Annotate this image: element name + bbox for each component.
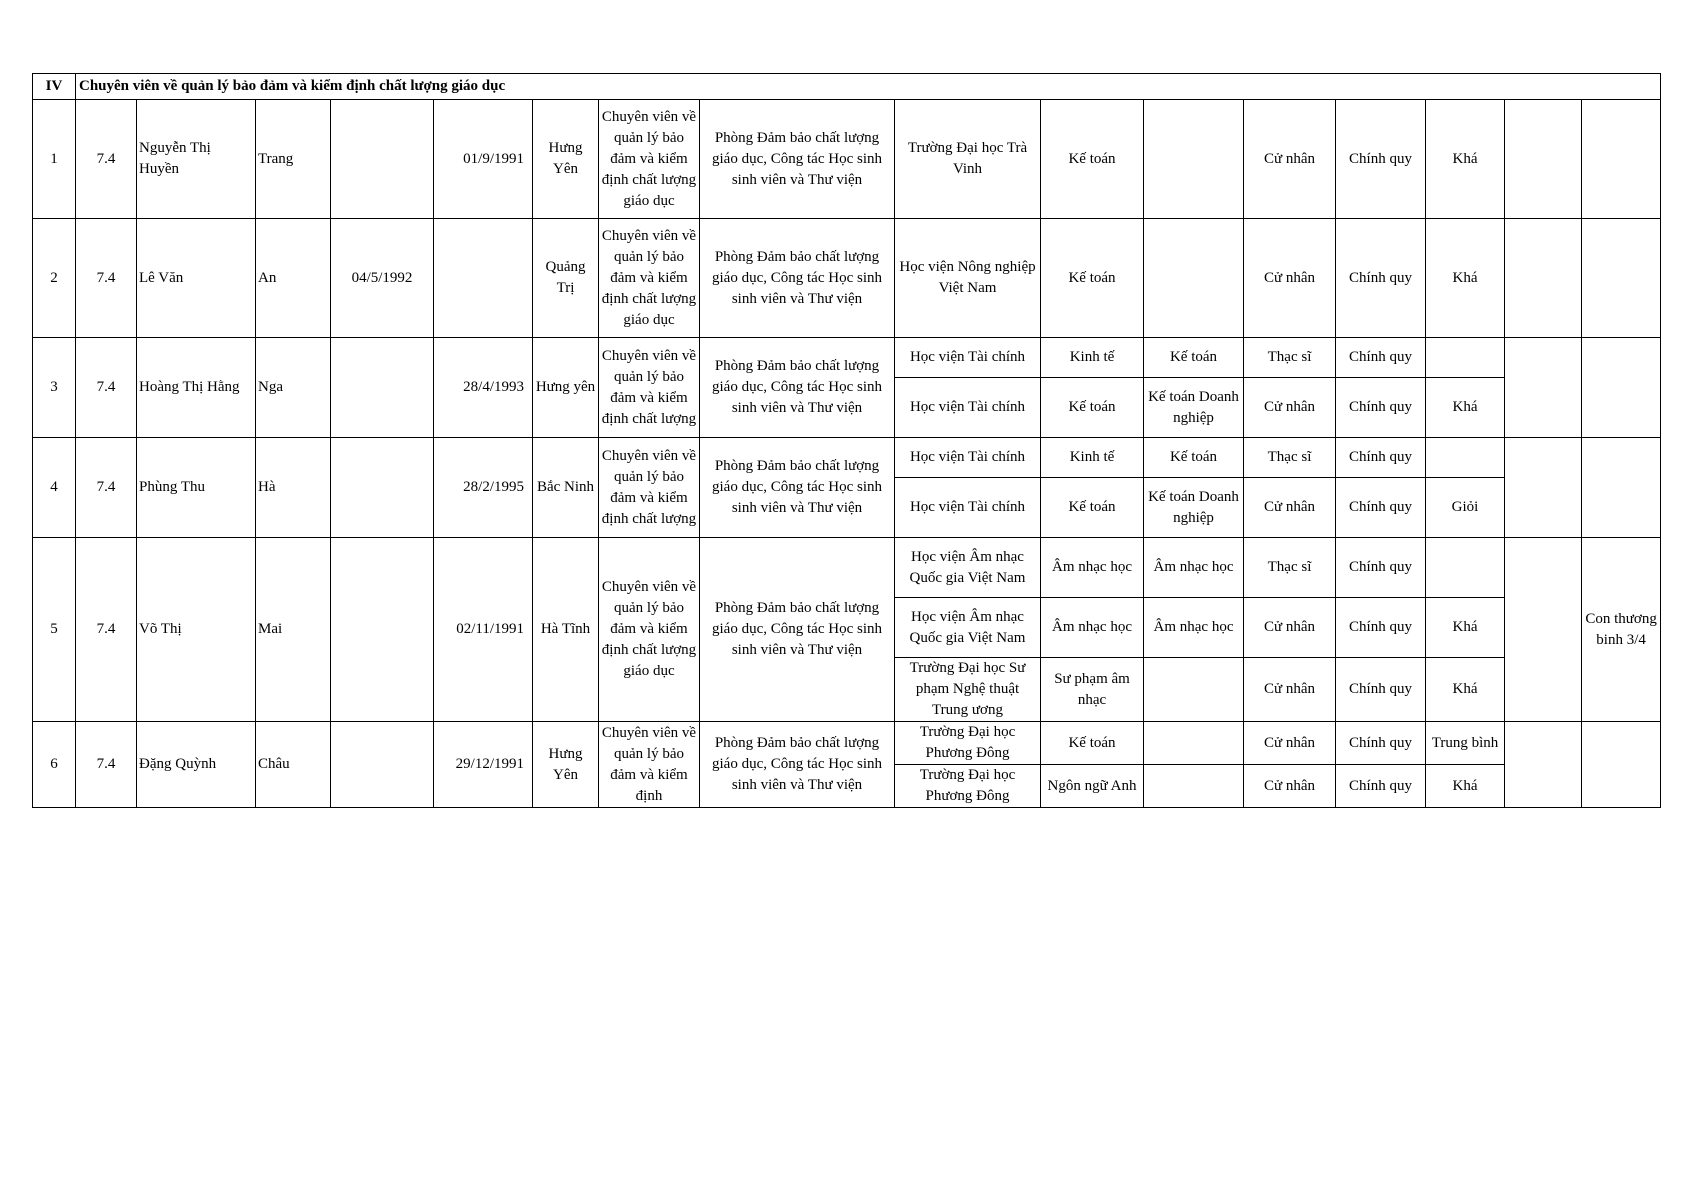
major: Kế toán — [1041, 100, 1144, 219]
priority-note — [1582, 338, 1661, 438]
family-name: Lê Văn — [137, 219, 256, 338]
hometown: Quảng Trị — [533, 219, 599, 338]
training-form: Chính quy — [1336, 219, 1426, 338]
row-number: 3 — [33, 338, 76, 438]
school: Học viện Âm nhạc Quốc gia Việt Nam — [895, 538, 1041, 598]
given-name: Hà — [256, 438, 331, 538]
empty-cell — [1505, 538, 1582, 722]
classification: Giỏi — [1426, 478, 1505, 538]
empty-cell — [1505, 722, 1582, 808]
major: Sư phạm âm nhạc — [1041, 658, 1144, 722]
specialization: Kế toán — [1144, 338, 1244, 378]
given-name: An — [256, 219, 331, 338]
section-header-row — [33, 74, 1661, 100]
work-unit: Phòng Đảm bảo chất lượng giáo dục, Công tác Học sinh sinh viên và Thư viện — [700, 100, 895, 219]
degree-level: Thạc sĩ — [1244, 338, 1336, 378]
table-row — [33, 722, 1661, 765]
school: Học viện Tài chính — [895, 378, 1041, 438]
family-name: Phùng Thu — [137, 438, 256, 538]
training-form: Chính quy — [1336, 658, 1426, 722]
position-code: 7.4 — [76, 100, 137, 219]
specialization — [1144, 658, 1244, 722]
major: Ngôn ngữ Anh — [1041, 765, 1144, 808]
birth-date-male — [331, 438, 434, 538]
table-row — [33, 219, 1661, 338]
classification: Khá — [1426, 100, 1505, 219]
school: Học viện Tài chính — [895, 338, 1041, 378]
classification: Khá — [1426, 658, 1505, 722]
degree-level: Cử nhân — [1244, 722, 1336, 765]
empty-cell — [1505, 219, 1582, 338]
training-form: Chính quy — [1336, 478, 1426, 538]
birth-date-male — [331, 538, 434, 722]
classification — [1426, 338, 1505, 378]
degree-level: Cử nhân — [1244, 219, 1336, 338]
degree-level: Thạc sĩ — [1244, 438, 1336, 478]
training-form: Chính quy — [1336, 538, 1426, 598]
degree-level: Cử nhân — [1244, 478, 1336, 538]
degree-level: Cử nhân — [1244, 598, 1336, 658]
section-title: Chuyên viên về quản lý bảo đảm và kiểm định chất lượng giáo dục — [76, 74, 1661, 100]
specialization — [1144, 219, 1244, 338]
candidate-table — [32, 73, 1661, 808]
position-code: 7.4 — [76, 219, 137, 338]
position-code: 7.4 — [76, 722, 137, 808]
birth-date-female: 29/12/1991 — [434, 722, 533, 808]
given-name: Nga — [256, 338, 331, 438]
specialization: Âm nhạc học — [1144, 598, 1244, 658]
job-position: Chuyên viên về quản lý bảo đảm và kiểm định — [599, 722, 700, 808]
birth-date-male: 04/5/1992 — [331, 219, 434, 338]
specialization — [1144, 100, 1244, 219]
school: Trường Đại học Sư phạm Nghệ thuật Trung ương — [895, 658, 1041, 722]
major: Kinh tế — [1041, 338, 1144, 378]
empty-cell — [1505, 100, 1582, 219]
given-name: Trang — [256, 100, 331, 219]
specialization: Kế toán Doanh nghiệp — [1144, 478, 1244, 538]
training-form: Chính quy — [1336, 438, 1426, 478]
degree-level: Thạc sĩ — [1244, 538, 1336, 598]
specialization — [1144, 722, 1244, 765]
family-name: Võ Thị — [137, 538, 256, 722]
birth-date-female — [434, 219, 533, 338]
family-name: Hoàng Thị Hằng — [137, 338, 256, 438]
training-form: Chính quy — [1336, 598, 1426, 658]
birth-date-female: 28/2/1995 — [434, 438, 533, 538]
school: Trường Đại học Phương Đông — [895, 765, 1041, 808]
major: Kế toán — [1041, 722, 1144, 765]
major: Âm nhạc học — [1041, 538, 1144, 598]
major: Kế toán — [1041, 219, 1144, 338]
specialization: Kế toán Doanh nghiệp — [1144, 378, 1244, 438]
priority-note — [1582, 100, 1661, 219]
job-position: Chuyên viên về quản lý bảo đảm và kiểm định chất lượng giáo dục — [599, 219, 700, 338]
training-form: Chính quy — [1336, 722, 1426, 765]
row-number: 6 — [33, 722, 76, 808]
position-code: 7.4 — [76, 438, 137, 538]
birth-date-female: 01/9/1991 — [434, 100, 533, 219]
row-number: 4 — [33, 438, 76, 538]
table-row — [33, 438, 1661, 478]
hometown: Hưng yên — [533, 338, 599, 438]
training-form: Chính quy — [1336, 378, 1426, 438]
school: Học viện Âm nhạc Quốc gia Việt Nam — [895, 598, 1041, 658]
work-unit: Phòng Đảm bảo chất lượng giáo dục, Công tác Học sinh sinh viên và Thư viện — [700, 338, 895, 438]
section-number: IV — [33, 74, 76, 100]
birth-date-female: 02/11/1991 — [434, 538, 533, 722]
school: Trường Đại học Trà Vinh — [895, 100, 1041, 219]
specialization: Kế toán — [1144, 438, 1244, 478]
specialization — [1144, 765, 1244, 808]
birth-date-male — [331, 722, 434, 808]
row-number: 5 — [33, 538, 76, 722]
table-row — [33, 100, 1661, 219]
position-code: 7.4 — [76, 338, 137, 438]
classification: Khá — [1426, 378, 1505, 438]
major: Kế toán — [1041, 378, 1144, 438]
job-position: Chuyên viên về quản lý bảo đảm và kiểm định chất lượng giáo dục — [599, 538, 700, 722]
degree-level: Cử nhân — [1244, 658, 1336, 722]
given-name: Mai — [256, 538, 331, 722]
position-code: 7.4 — [76, 538, 137, 722]
family-name: Nguyễn Thị Huyền — [137, 100, 256, 219]
birth-date-male — [331, 338, 434, 438]
priority-note — [1582, 219, 1661, 338]
classification — [1426, 438, 1505, 478]
birth-date-male — [331, 100, 434, 219]
school: Trường Đại học Phương Đông — [895, 722, 1041, 765]
degree-level: Cử nhân — [1244, 378, 1336, 438]
school: Học viện Tài chính — [895, 478, 1041, 538]
row-number: 2 — [33, 219, 76, 338]
school: Học viện Nông nghiệp Việt Nam — [895, 219, 1041, 338]
work-unit: Phòng Đảm bảo chất lượng giáo dục, Công tác Học sinh sinh viên và Thư viện — [700, 538, 895, 722]
work-unit: Phòng Đảm bảo chất lượng giáo dục, Công tác Học sinh sinh viên và Thư viện — [700, 438, 895, 538]
priority-note: Con thương binh 3/4 — [1582, 538, 1661, 722]
classification: Trung bình — [1426, 722, 1505, 765]
major: Kế toán — [1041, 478, 1144, 538]
priority-note — [1582, 722, 1661, 808]
classification: Khá — [1426, 219, 1505, 338]
school: Học viện Tài chính — [895, 438, 1041, 478]
training-form: Chính quy — [1336, 338, 1426, 378]
birth-date-female: 28/4/1993 — [434, 338, 533, 438]
hometown: Bắc Ninh — [533, 438, 599, 538]
priority-note — [1582, 438, 1661, 538]
job-position: Chuyên viên về quản lý bảo đảm và kiểm định chất lượng giáo dục — [599, 100, 700, 219]
work-unit: Phòng Đảm bảo chất lượng giáo dục, Công tác Học sinh sinh viên và Thư viện — [700, 722, 895, 808]
work-unit: Phòng Đảm bảo chất lượng giáo dục, Công tác Học sinh sinh viên và Thư viện — [700, 219, 895, 338]
empty-cell — [1505, 338, 1582, 438]
row-number: 1 — [33, 100, 76, 219]
given-name: Châu — [256, 722, 331, 808]
hometown: Hà Tĩnh — [533, 538, 599, 722]
table-row — [33, 338, 1661, 378]
classification: Khá — [1426, 598, 1505, 658]
degree-level: Cử nhân — [1244, 765, 1336, 808]
classification: Khá — [1426, 765, 1505, 808]
training-form: Chính quy — [1336, 765, 1426, 808]
job-position: Chuyên viên về quản lý bảo đảm và kiểm định chất lượng — [599, 338, 700, 438]
hometown: Hưng Yên — [533, 722, 599, 808]
degree-level: Cử nhân — [1244, 100, 1336, 219]
hometown: Hưng Yên — [533, 100, 599, 219]
family-name: Đặng Quỳnh — [137, 722, 256, 808]
table-row — [33, 538, 1661, 598]
job-position: Chuyên viên về quản lý bảo đảm và kiểm định chất lượng — [599, 438, 700, 538]
major: Âm nhạc học — [1041, 598, 1144, 658]
classification — [1426, 538, 1505, 598]
training-form: Chính quy — [1336, 100, 1426, 219]
empty-cell — [1505, 438, 1582, 538]
specialization: Âm nhạc học — [1144, 538, 1244, 598]
major: Kinh tế — [1041, 438, 1144, 478]
